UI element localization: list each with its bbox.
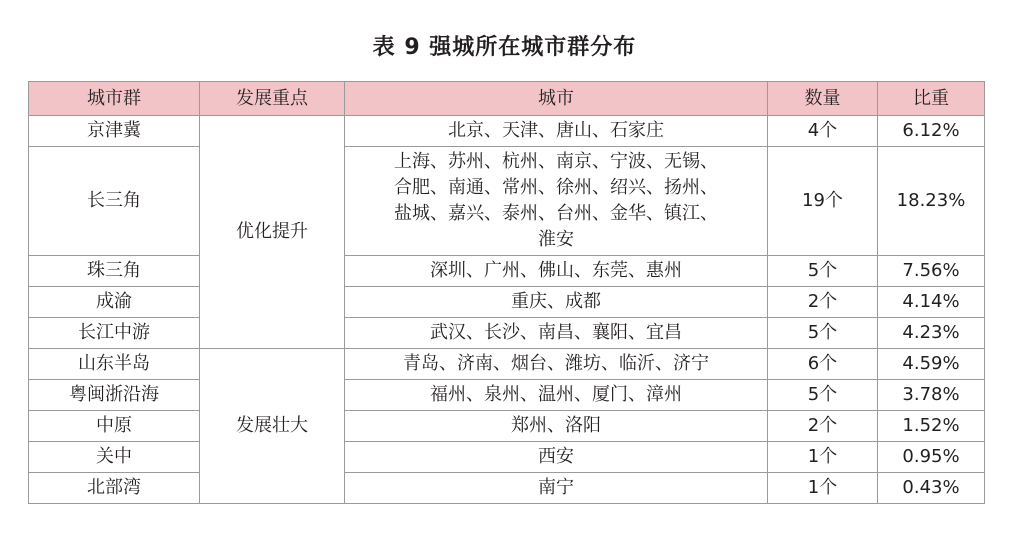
count-cell: 5个 [768,318,878,349]
count-cell: 2个 [768,411,878,442]
ratio-cell: 3.78% [878,380,985,411]
header-ratio: 比重 [878,82,985,116]
cities-cell [345,349,768,380]
header-cities: 城市 [345,82,768,116]
table-title: 表 9 强城所在城市群分布 [372,35,637,60]
table-row [29,380,985,411]
count-cell: 19个 [768,147,878,256]
group-cell: 成渝 [29,287,200,318]
group-cell: 北部湾 [29,473,200,504]
ratio-cell: 0.95% [878,442,985,473]
ratio-cell: 7.56% [878,256,985,287]
group-cell: 长三角 [29,147,200,256]
header-count: 数量 [768,82,878,116]
cities-cell [345,147,768,256]
group-cell: 山东半岛 [29,349,200,380]
group-cell: 京津冀 [29,116,200,147]
table-row [29,116,985,147]
table-row [29,442,985,473]
ratio-cell: 4.14% [878,287,985,318]
table-row [29,349,985,380]
cities-line: 淮安 [538,229,574,250]
table-row [29,411,985,442]
count-cell: 1个 [768,473,878,504]
ratio-cell: 1.52% [878,411,985,442]
header-row [29,82,985,116]
ratio-cell: 6.12% [878,116,985,147]
cities-cell [345,442,768,473]
cities-line: 深圳、广州、佛山、东莞、惠州 [430,260,682,281]
table-row [29,147,985,256]
cities-cell [345,256,768,287]
count-cell: 1个 [768,442,878,473]
count-cell: 2个 [768,287,878,318]
count-cell: 5个 [768,256,878,287]
count-cell: 5个 [768,380,878,411]
cities-cell [345,116,768,147]
count-cell: 6个 [768,349,878,380]
cities-line: 合肥、南通、常州、徐州、绍兴、扬州、 [394,177,718,198]
group-cell: 中原 [29,411,200,442]
cities-line: 南宁 [538,477,574,498]
ratio-cell: 0.43% [878,473,985,504]
group-cell: 珠三角 [29,256,200,287]
cities-line: 重庆、成都 [511,291,601,312]
cities-cell [345,287,768,318]
cities-line: 郑州、洛阳 [511,415,601,436]
cities-line: 上海、苏州、杭州、南京、宁波、无锡、 [394,151,718,172]
cities-line: 福州、泉州、温州、厦门、漳州 [430,384,682,405]
city-cluster-table [28,81,985,504]
cities-cell [345,411,768,442]
table-row [29,473,985,504]
cities-line: 青岛、济南、烟台、潍坊、临沂、济宁 [403,353,709,374]
group-cell: 长江中游 [29,318,200,349]
cities-line: 西安 [538,446,574,467]
ratio-cell: 4.59% [878,349,985,380]
header-focus: 发展重点 [200,82,345,116]
ratio-cell: 4.23% [878,318,985,349]
table-row [29,287,985,318]
cities-cell [345,380,768,411]
count-cell: 4个 [768,116,878,147]
cities-line: 武汉、长沙、南昌、襄阳、宜昌 [430,322,682,343]
focus-cell-optimize: 优化提升 [200,116,345,349]
group-cell: 关中 [29,442,200,473]
focus-cell-grow: 发展壮大 [200,349,345,504]
header-group: 城市群 [29,82,200,116]
group-cell: 粤闽浙沿海 [29,380,200,411]
cities-line: 盐城、嘉兴、泰州、台州、金华、镇江、 [394,203,718,224]
table-row [29,256,985,287]
cities-line: 北京、天津、唐山、石家庄 [448,120,664,141]
table-row [29,318,985,349]
cities-cell [345,473,768,504]
ratio-cell: 18.23% [878,147,985,256]
cities-cell [345,318,768,349]
